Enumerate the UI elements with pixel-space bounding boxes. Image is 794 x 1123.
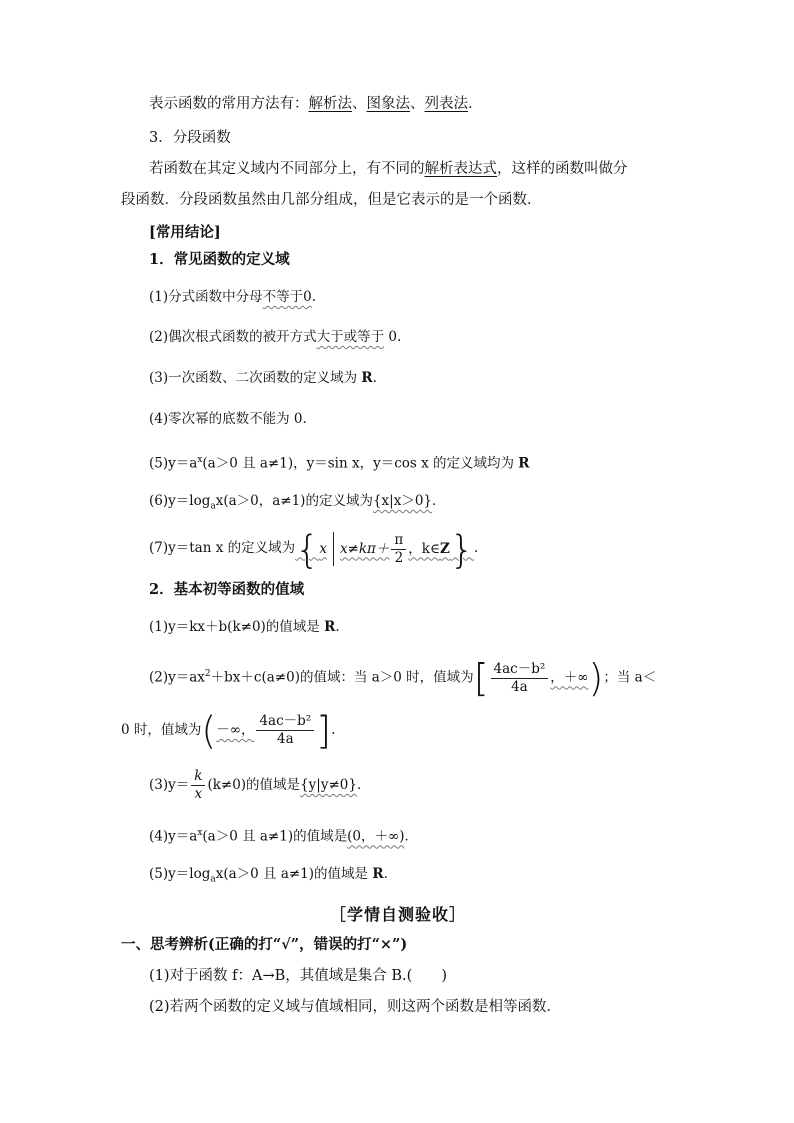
subscript: a: [210, 874, 216, 885]
superscript: 2: [204, 669, 211, 679]
piecewise-def-line1: [149, 159, 628, 179]
c1-item-2: [149, 327, 401, 347]
answer-blank: ( ): [406, 968, 447, 984]
c2-item-5: [149, 864, 388, 890]
text: ，这样的函数叫做分: [497, 161, 628, 177]
c2-item-2: $(2)y=ax^2+bx+c(a\ne 0)$的值域：当 a＞0 时，值域为[ $\frac{\text{4ac－b²}}{4a}$ ，＋∞)；当 a＜: [149, 656, 657, 700]
text: (k≠0)的值域是: [207, 777, 301, 793]
text: (2)偶次根式函数的被开方式: [149, 329, 317, 345]
text: (5)y＝log: [149, 866, 211, 882]
range-fraction-2: [256, 713, 314, 748]
set-expression: {x|x＞0}: [372, 493, 432, 509]
keyword-analytic-expression: 解析表达式: [424, 161, 497, 177]
intro-text: 一、思考辨析(正确的打“√”，错误的打“×”): [121, 936, 408, 953]
judgement-intro: [121, 935, 407, 955]
method-table: 列表法: [424, 96, 468, 112]
period: .: [468, 96, 473, 112]
text: (2)y＝ax: [149, 669, 205, 686]
section-3-title: 3．分段函数: [149, 130, 231, 146]
c1-item-5: [149, 450, 530, 474]
superscript: x: [197, 455, 203, 465]
emph: 不等于0: [262, 289, 312, 305]
var-x: x: [319, 540, 327, 557]
set-Z: Z: [439, 540, 450, 557]
text: .: [335, 619, 340, 635]
numerator: 4ac－b²: [256, 713, 314, 731]
numerator: π: [391, 532, 406, 550]
sep: 、: [410, 96, 425, 112]
text: (4)y＝a: [149, 828, 198, 845]
methods-prefix: 表示函数的常用方法有：: [149, 96, 309, 112]
text: 0 时，值域为: [121, 722, 202, 738]
denominator: 2: [394, 549, 404, 566]
text: (1)y＝kx＋b(k≠0)的值域是: [149, 619, 325, 635]
judgement-q1: [149, 966, 447, 986]
set-R: R: [372, 866, 384, 882]
range-fraction: [491, 661, 549, 696]
text: ．: [404, 828, 418, 845]
text: .: [474, 540, 479, 556]
conclusion-tag: [常用结论]: [149, 224, 221, 241]
emph: 大于或等于: [316, 329, 385, 345]
text: .: [383, 866, 388, 882]
piecewise-def-line2: 段函数．分段函数虽然由几部分组成，但是它表示的是一个函数．: [121, 192, 542, 208]
k-over-x: [191, 768, 205, 803]
c1-item-3: [149, 368, 377, 388]
text: x(a＞0，a≠1)的定义域为: [215, 493, 373, 509]
pi-over-2: [391, 532, 406, 567]
denominator: 4a: [277, 731, 294, 747]
c2-item-4: [149, 823, 418, 847]
text: (6)y＝log: [149, 493, 211, 509]
c1-item-1: [149, 287, 316, 307]
text: ．: [356, 777, 371, 793]
set-R: R: [518, 455, 530, 472]
sep: 、: [352, 96, 367, 112]
text: ＋bx＋c(a≠0)的值域：当 a＞0 时，值域为: [210, 669, 474, 686]
c1-title: 1．常见函数的定义域: [149, 251, 290, 268]
judgement-q2: (2)若两个函数的定义域与值域相同，则这两个函数是相等函数．: [149, 999, 562, 1015]
c1-item-4: (4)零次幂的底数不能为 0.: [149, 411, 307, 427]
text: (a＞0 且 a≠1)，y＝sin x，y＝cos x 的定义域均为: [202, 455, 519, 472]
methods-line: [149, 94, 473, 114]
text: (3)y＝: [149, 777, 190, 793]
set-R: R: [361, 370, 373, 386]
text: .: [311, 289, 317, 305]
text: (7)y＝tan x 的定义域为: [149, 540, 296, 556]
tan-domain-set: {x x≠kπ＋ $\frac{\pi}{2}$ ，k∈Z}: [295, 527, 475, 571]
condition: x≠kπ＋: [339, 540, 390, 557]
question-text: (1)对于函数 f：A→B，其值域是集合 B.: [149, 968, 407, 984]
set-expression: (0，＋∞): [347, 828, 405, 845]
c2-item-3: [149, 765, 370, 805]
text: (1)分式函数中分母: [149, 289, 263, 305]
subscript: a: [210, 501, 216, 512]
text: 0.: [384, 329, 402, 345]
method-graph: 图象法: [366, 96, 410, 112]
text: ．: [432, 493, 446, 509]
text: .: [331, 722, 336, 738]
text: ，k∈: [408, 540, 440, 557]
superscript: x: [197, 828, 203, 838]
c2-title: 2．基本初等函数的值域: [149, 581, 305, 598]
text: .: [372, 370, 377, 386]
c2-item-1: [149, 617, 340, 637]
text: －∞，: [216, 722, 255, 738]
set-expression: {y|y≠0}: [300, 777, 357, 793]
text: (5)y＝a: [149, 455, 198, 472]
c1-item-7: [149, 528, 478, 569]
denominator: x: [194, 786, 203, 802]
c2-item-2-cont: 0 时，值域为(－∞， $\frac{\text{4ac－b²}}{4a}$ ].: [121, 708, 336, 753]
c1-item-6: [149, 491, 446, 517]
numerator: k: [191, 768, 205, 786]
self-test-heading: ［学情自测验收］: [330, 905, 467, 924]
text: (3)一次函数、二次函数的定义域为: [149, 370, 362, 386]
text: ；当 a＜: [603, 669, 657, 686]
text: x(a＞0 且 a≠1)的值域是: [215, 866, 373, 882]
text: ，＋∞: [550, 669, 589, 686]
text: 若函数在其定义域内不同部分上，有不同的: [149, 161, 425, 177]
method-analytic: 解析法: [308, 96, 352, 112]
text: (a＞0 且 a≠1)的值域是: [202, 828, 348, 845]
set-R: R: [324, 619, 336, 635]
numerator: 4ac－b²: [491, 661, 549, 679]
denominator: 4a: [511, 678, 528, 695]
